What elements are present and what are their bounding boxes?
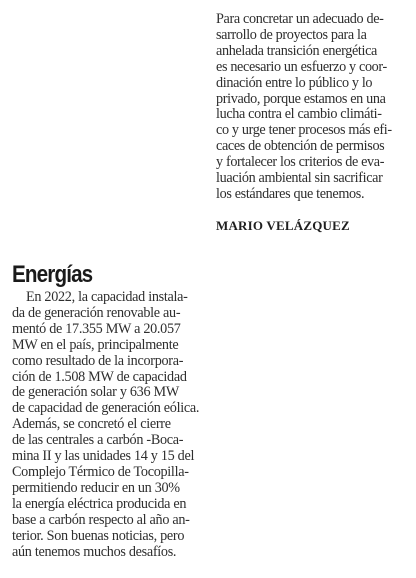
quote-line: co y urge tener procesos más efi- xyxy=(216,122,392,139)
quote-column xyxy=(216,12,406,203)
article-line: MW en el país, principalmente xyxy=(12,336,179,353)
quote-line: anhelada transición energética xyxy=(216,42,377,59)
article-line: da de generación renovable au- xyxy=(12,304,181,321)
article-line: Además, se concretó el cierre xyxy=(12,416,171,433)
article-line: ción de 1.508 MW de capacidad xyxy=(12,368,187,385)
article-line: mentó de 17.355 MW a 20.057 xyxy=(12,320,181,337)
quote-line: caces de obtención de permisos xyxy=(216,138,385,155)
article-paragraph xyxy=(12,290,212,560)
article-line: la energía eléctrica producida en xyxy=(12,495,187,512)
quote-line: dinación entre lo público y lo xyxy=(216,74,373,91)
quote-line: es necesario un esfuerzo y coor- xyxy=(216,58,387,75)
article-column xyxy=(12,262,212,560)
quote-author: MARIO VELÁZQUEZ xyxy=(216,218,350,233)
article-line: En 2022, la capacidad instala- xyxy=(26,289,188,305)
article-line: Complejo Térmico de Tocopilla- xyxy=(12,463,189,480)
article-line: de capacidad de generación eólica. xyxy=(12,400,200,417)
article-line: base a carbón respecto al año an- xyxy=(12,511,190,528)
article-line: de generación solar y 636 MW xyxy=(12,384,179,401)
quote-paragraph xyxy=(216,12,406,203)
article-line: terior. Son buenas noticias, pero xyxy=(12,527,185,544)
article-line: permitiendo reducir en un 30% xyxy=(12,479,180,496)
article-line: como resultado de la incorpora- xyxy=(12,352,184,369)
article-line: de las centrales a carbón -Boca- xyxy=(12,432,184,449)
quote-line: Para concretar un adecuado de- xyxy=(216,11,384,27)
quote-line: luación ambiental sin sacrificar xyxy=(216,170,383,187)
article-line: mina II y las unidades 14 y 15 del xyxy=(12,448,195,465)
article-headline: Energías xyxy=(12,261,93,288)
quote-line: privado, porque estamos en una xyxy=(216,90,386,107)
article-line: aún tenemos muchos desafíos. xyxy=(12,543,177,560)
quote-line: sarrollo de proyectos para la xyxy=(216,26,367,43)
quote-line: lucha contra el cambio climáti- xyxy=(216,106,382,123)
quote-line: y fortalecer los criterios de eva- xyxy=(216,154,385,171)
quote-line: los estándares que tenemos. xyxy=(216,185,365,202)
